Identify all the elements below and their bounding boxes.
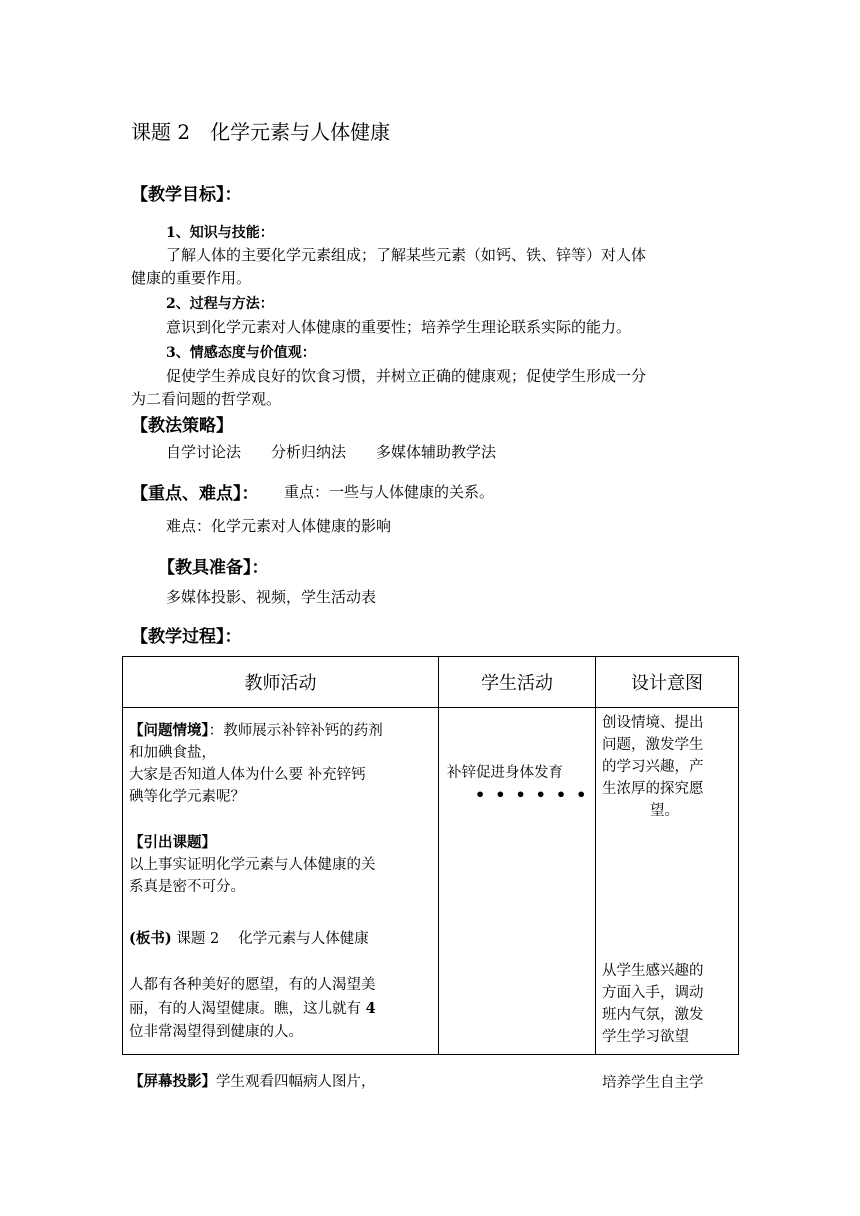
teacher-question-line-4: 碘等化学元素呢？ <box>129 789 245 805</box>
column-header-intent: 设计意图 <box>596 657 739 708</box>
wish-line-3: 位非常渴望得到健康的人。 <box>129 1024 303 1040</box>
strategy-heading: 【教法策略】 <box>131 416 233 436</box>
student-activity-ellipsis: •••••• <box>475 785 597 804</box>
keypoint-key: 重点：一些与人体健康的关系。 <box>284 483 495 501</box>
wish-number: 4 <box>365 1000 376 1017</box>
board-tag: (板书) <box>129 930 172 947</box>
board-text: 课题 2 化学元素与人体健康 <box>171 931 369 947</box>
student-activity-text: 补锌促进身体发育 <box>447 765 563 781</box>
screen-projection-line <box>129 1071 376 1093</box>
process-heading: 【教学过程】： <box>131 627 242 647</box>
intent-1-line-5: 望。 <box>650 803 679 819</box>
intro-topic-tag: 【引出课题】 <box>129 834 216 851</box>
wish-line-2 <box>129 998 376 1020</box>
screen-projection-tag: 【屏幕投影】 <box>129 1073 216 1090</box>
student-activity-cell <box>439 708 596 1055</box>
screen-projection-text: 学生观看四幅病人图片， <box>216 1074 376 1090</box>
intent-2-line-4: 学生学习欲望 <box>602 1029 689 1045</box>
teacher-question-line-3: 大家是否知道人体为什么要 补充锌钙 <box>129 767 366 783</box>
intent-1-line-3: 的学习兴趣，产 <box>602 759 704 775</box>
intent-1-line-1: 创设情境、提出 <box>602 715 704 731</box>
process-table <box>122 656 739 1091</box>
keypoints-heading: 【重点、难点】： <box>131 484 259 504</box>
goal-3-heading: 3、情感态度与价值观： <box>166 345 316 361</box>
teacher-activity-cell <box>123 708 439 1090</box>
question-situation-tag: 【问题情境】 <box>129 722 209 739</box>
intent-1-line-2: 问题，激发学生 <box>602 737 704 753</box>
goal-3-line-2: 为二看问题的哲学观。 <box>131 390 282 408</box>
tools-content: 多媒体投影、视频，学生活动表 <box>166 588 377 606</box>
intro-line-2: 系真是密不可分。 <box>129 879 245 895</box>
tools-heading: 【教具准备】： <box>158 558 269 578</box>
intent-1-line-4: 生浓厚的探究愿 <box>602 781 704 797</box>
keypoint-difficult: 难点：化学元素对人体健康的影响 <box>166 517 392 535</box>
goal-2-line-1: 意识到化学元素对人体健康的重要性；培养学生理论联系实际的能力。 <box>166 318 632 336</box>
goal-3-line-1: 促使学生养成良好的饮食习惯，并树立正确的健康观；促使学生形成一分 <box>166 367 647 385</box>
wish-line-2-text: 丽，有的人渴望健康。瞧，这儿就有 <box>129 1001 366 1017</box>
question-text-1: ：教师展示补锌补钙的药剂 <box>208 723 383 739</box>
goal-1-line-1: 了解人体的主要化学元素组成；了解某些元素（如钙、铁、锌等）对人体 <box>166 246 647 264</box>
strategy-methods: 自学讨论法 分析归纳法 多媒体辅助教学法 <box>166 443 497 461</box>
intent-2-line-2: 方面入手，调动 <box>602 985 704 1001</box>
goals-heading: 【教学目标】： <box>131 185 242 205</box>
teacher-question-line-2: 和加碘食盐， <box>129 745 216 761</box>
intro-line-1: 以上事实证明化学元素与人体健康的关 <box>129 857 376 873</box>
column-header-student: 学生活动 <box>439 657 596 708</box>
design-intent-cell <box>596 708 739 1091</box>
intent-2-line-3: 班内气氛，激发 <box>602 1007 704 1023</box>
column-header-teacher: 教师活动 <box>123 657 439 708</box>
wish-line-1: 人都有各种美好的愿望，有的人渴望美 <box>129 977 376 993</box>
goal-2-heading: 2、过程与方法： <box>166 296 274 312</box>
goal-1-line-2: 健康的重要作用。 <box>131 269 252 287</box>
board-line <box>129 928 369 950</box>
intent-2-line-1: 从学生感兴趣的 <box>602 963 704 979</box>
page-title: 课题 2 化学元素与人体健康 <box>131 120 391 144</box>
intent-3-line-1: 培养学生自主学 <box>602 1075 704 1091</box>
goal-1-heading: 1、知识与技能： <box>166 225 274 241</box>
teacher-question-line-1 <box>129 720 383 742</box>
